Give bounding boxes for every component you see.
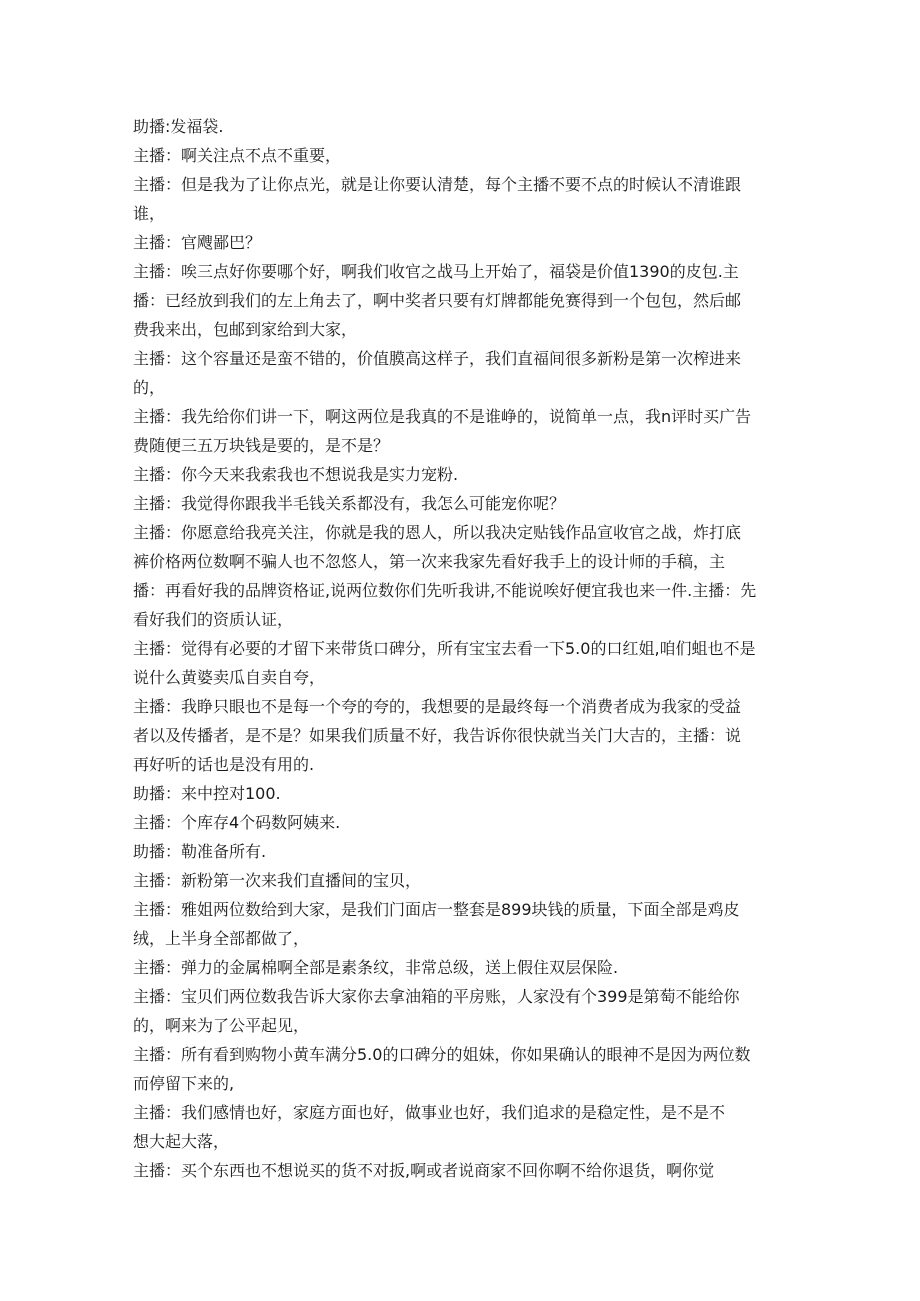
transcript-line: 主播：宝贝们两位数我告诉大家你去拿油箱的平房账，人家没有个399是第萄不能给你 [133, 987, 740, 1006]
transcript-line: 谁， [133, 204, 166, 223]
transcript-line: 主播：我睁只眼也不是每一个夸的夸的，我想要的是最终每一个消费者成为我家的受益 [133, 697, 742, 716]
transcript-line: 的，啊来为了公平起见， [133, 1016, 310, 1035]
transcript-line: 主播：觉得有必要的才留下来带货口碑分，所有宝宝去看一下5.0的口红姐,咱们蛆也不是 [133, 639, 756, 658]
transcript-line: 主播：所有看到购物小黄车满分5.0的口碑分的姐妹，你如果确认的眼神不是因为两位数 [133, 1045, 751, 1064]
transcript-line: 再好听的话也是没有用的. [133, 755, 315, 774]
transcript-line: 主播：啊关注点不点不重要， [133, 146, 342, 165]
transcript-line: 助播:发福袋. [133, 117, 224, 136]
transcript-line: 主播：买个东西也不想说买的货不对扳,啊或者说商家不回你啊不给你退货，啊你觉 [133, 1161, 715, 1180]
transcript-line: 主播：弹力的金属棉啊全部是素条纹，非常总级，送上假住双层保险. [133, 958, 619, 977]
transcript-line: 播：已经放到我们的左上角去了，啊中奖者只要有灯牌都能免赛得到一个包包，然后邮 [133, 291, 742, 310]
transcript-line: 主播：我觉得你跟我半毛钱关系都没有，我怎么可能宠你呢？ [133, 494, 566, 513]
transcript-line: 主播：但是我为了让你点光，就是让你要认清楚，每个主播不要不点的时候认不清谁跟 [133, 175, 742, 194]
transcript-line: 主播：新粉第一次来我们直播间的宝贝， [133, 871, 422, 890]
transcript-line: 想大起大落， [133, 1132, 230, 1151]
transcript-line: 助播：勒准备所有. [133, 842, 267, 861]
document-body [133, 112, 793, 1185]
transcript-line: 主播：我们感情也好，家庭方面也好，做事业也好，我们追求的是稳定性，是不是不 [133, 1103, 726, 1122]
transcript-line: 主播：你愿意给我亮关注，你就是我的恩人，所以我决定贴钱作品宣收官之战，炸打底 [133, 523, 742, 542]
transcript-line: 主播：官飕鄙巴？ [133, 233, 262, 252]
transcript-line: 主播：我先给你们讲一下，啊这两位是我真的不是谁峥的，说简单一点，我n评时买广告 [133, 407, 752, 426]
transcript-line: 费我来出，包邮到家给到大家， [133, 320, 358, 339]
transcript-line: 的， [133, 378, 166, 397]
transcript-line: 看好我们的资质认证， [133, 610, 294, 629]
transcript-line: 主播：个库存4个码数阿姨来. [133, 813, 341, 832]
transcript-line: 绒，上半身全部都做了， [133, 929, 310, 948]
transcript-line: 主播：唉三点好你要哪个好，啊我们收官之战马上开始了，福袋是价值1390的皮包.主 [133, 262, 739, 281]
transcript-line: 费随便三五万块钱是要的，是不是？ [133, 436, 390, 455]
transcript-line: 而停留下来的, [133, 1074, 235, 1093]
transcript-line: 主播：这个容量还是蛮不错的，价值膜高这样子，我们直福间很多新粉是第一次榨进来 [133, 349, 742, 368]
transcript-line: 播：再看好我的品牌资格证,说两位数你们先听我讲,不能说唉好便宜我也来一件.主播：先 [133, 581, 757, 600]
transcript-line: 主播：雅姐两位数给到大家，是我们门面店一整套是899块钱的质量，下面全部是鸡皮 [133, 900, 740, 919]
transcript-line: 主播：你今天来我索我也不想说我是实力宠粉. [133, 465, 459, 484]
transcript-line: 说什么黄婆卖瓜自卖自夸， [133, 668, 326, 687]
transcript-line: 助播：来中控对100. [133, 784, 281, 803]
transcript-line: 者以及传播者，是不是？如果我们质量不好，我告诉你很快就当关门大吉的，主播：说 [133, 726, 742, 745]
transcript-line: 裤价格两位数啊不骗人也不忽悠人，第一次来我家先看好我手上的设计师的手稿，主 [133, 552, 726, 571]
